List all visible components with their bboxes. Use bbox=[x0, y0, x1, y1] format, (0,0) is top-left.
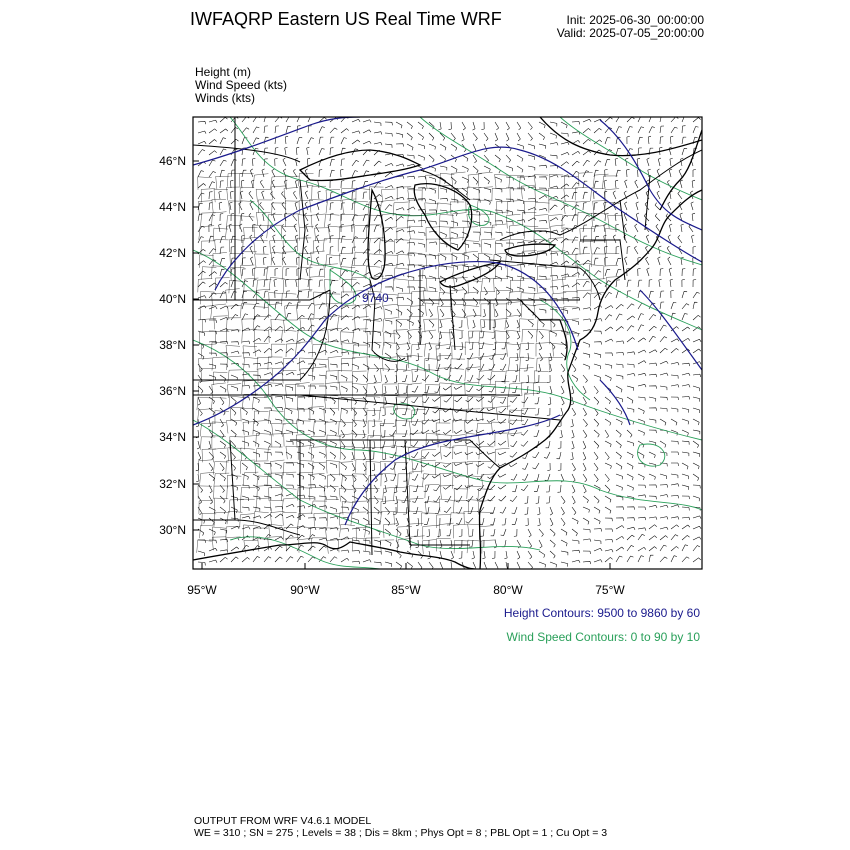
latitude-tick-label: 36°N bbox=[159, 384, 186, 398]
longitude-tick-label: 80°W bbox=[493, 583, 523, 597]
longitude-tick-label: 85°W bbox=[391, 583, 421, 597]
height-contours-legend: Height Contours: 9500 to 9860 by 60 bbox=[503, 606, 700, 620]
latitude-tick-label: 32°N bbox=[159, 477, 186, 491]
latitude-tick-label: 40°N bbox=[159, 292, 186, 306]
field-label-winds: Winds (kts) bbox=[195, 91, 255, 105]
latitude-tick-label: 44°N bbox=[159, 200, 186, 214]
height-contour-label: 9740 bbox=[362, 291, 389, 305]
wind-speed-contours-legend: Wind Speed Contours: 0 to 90 by 10 bbox=[506, 630, 700, 644]
latitude-tick-label: 34°N bbox=[159, 430, 186, 444]
latitude-tick-label: 38°N bbox=[159, 338, 186, 352]
init-time: Init: 2025-06-30_00:00:00 bbox=[566, 13, 704, 27]
longitude-tick-label: 90°W bbox=[290, 583, 320, 597]
longitude-tick-label: 95°W bbox=[187, 583, 217, 597]
field-label-wind-speed: Wind Speed (kts) bbox=[195, 78, 288, 92]
model-info-line-2: WE = 310 ; SN = 275 ; Levels = 38 ; Dis = 8km ; Phys Opt = 8 ; PBL Opt = 1 ; Cu Opt = 3 bbox=[194, 827, 608, 839]
model-info-line-1: OUTPUT FROM WRF V4.6.1 MODEL bbox=[194, 815, 372, 827]
latitude-tick-label: 42°N bbox=[159, 246, 186, 260]
valid-time: Valid: 2025-07-05_20:00:00 bbox=[556, 26, 704, 40]
latitude-tick-label: 30°N bbox=[159, 523, 186, 537]
longitude-tick-label: 75°W bbox=[595, 583, 625, 597]
map-title: IWFAQRP Eastern US Real Time WRF bbox=[190, 9, 502, 29]
latitude-tick-label: 46°N bbox=[159, 154, 186, 168]
field-label-height: Height (m) bbox=[195, 65, 252, 79]
